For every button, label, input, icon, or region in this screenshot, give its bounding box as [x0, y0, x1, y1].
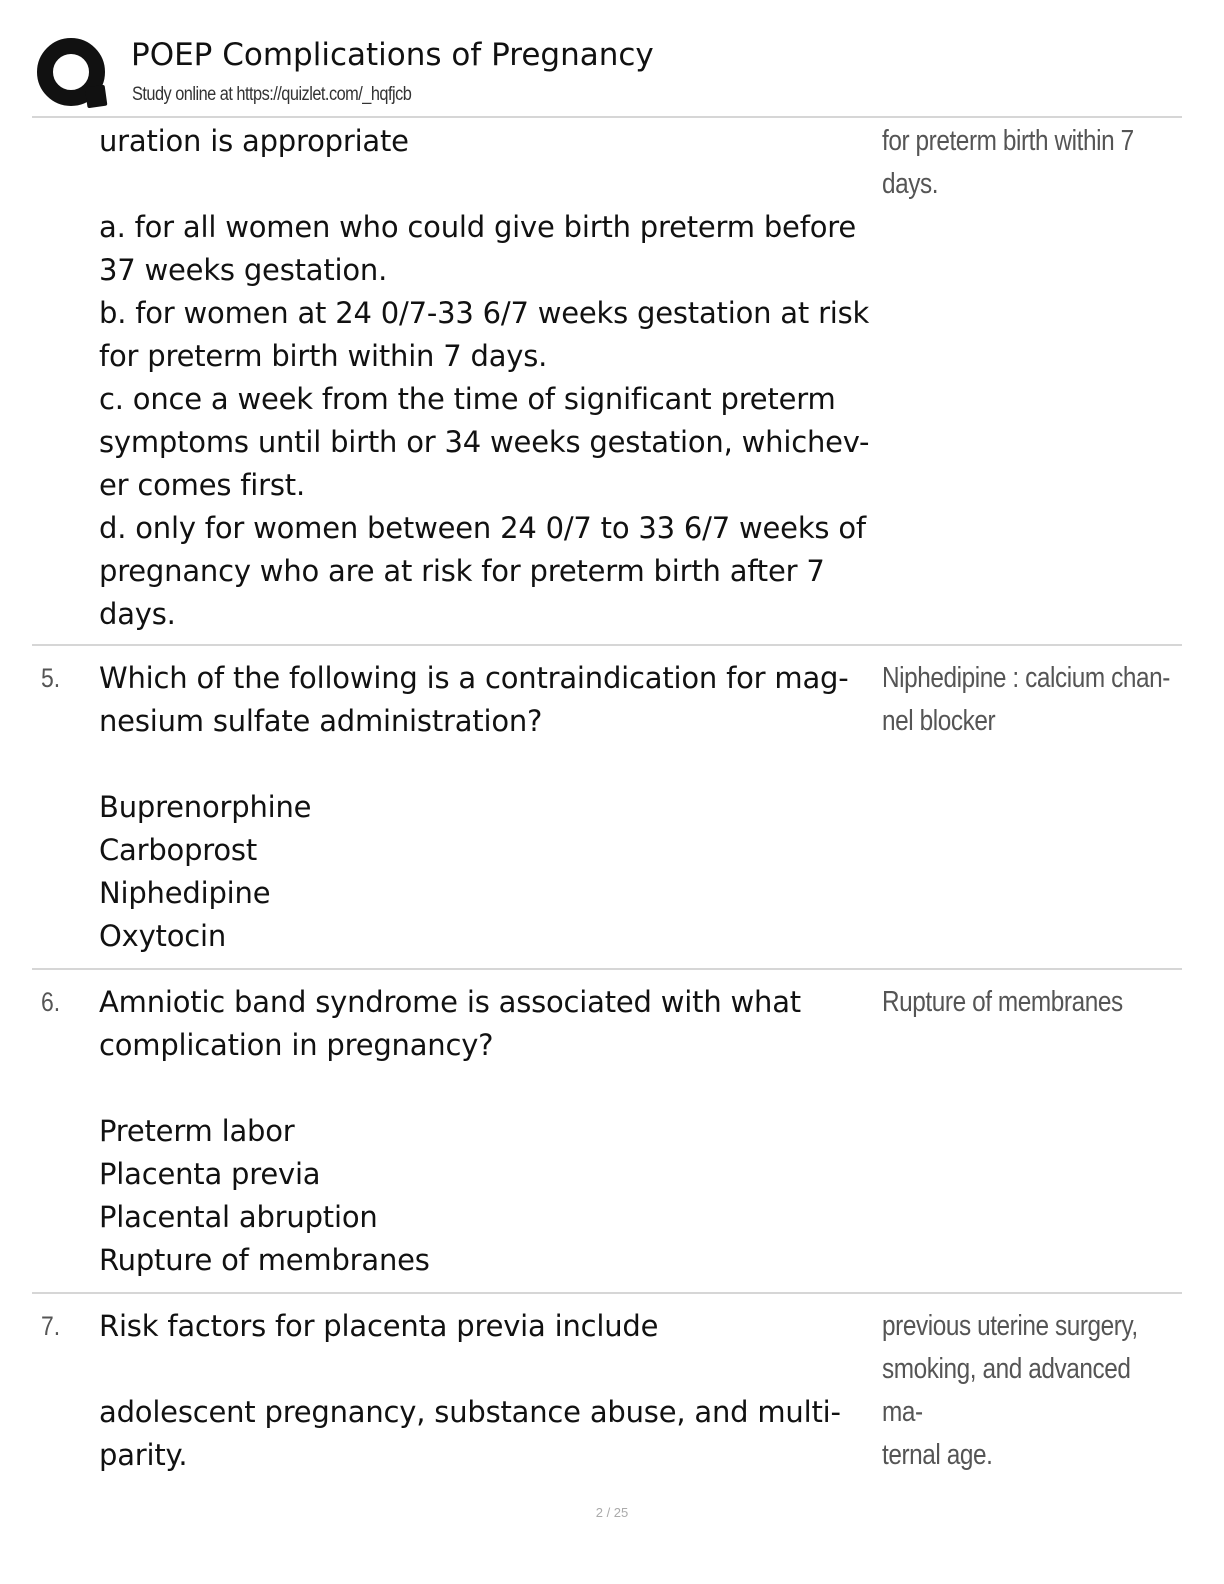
document-title: POEP Complications of Pregnancy — [131, 37, 654, 73]
card-term: uration is appropriate a. for all women who could give birth preterm before 37 weeks gestation. b. for women at 24 0/7-33 6/7 weeks gestation at risk for preterm birth within 7 days. c. once a week from the time of significant preterm symptoms until birth or 34 weeks gestation, whichev- er comes first. d. only for women between 24 0/7 to 33 6/7 weeks of pregnancy who are at risk for preterm birth after 7 days. — [99, 124, 870, 631]
card-definition: Rupture of membranes — [882, 986, 1123, 1018]
card-number: 6. — [41, 987, 61, 1017]
card-number: 5. — [41, 663, 61, 693]
divider — [32, 644, 1182, 646]
divider — [32, 1292, 1182, 1294]
card-definition: previous uterine surgery, smoking, and advanced ma- ternal age. — [882, 1310, 1138, 1471]
card-term: Risk factors for placenta previa include adolescent pregnancy, substance abuse, and multi- parity. — [99, 1309, 841, 1472]
page-number: 2 / 25 — [595, 1505, 629, 1520]
card-definition: Niphedipine : calcium chan- nel blocker — [882, 662, 1170, 737]
card-term: Amniotic band syndrome is associated with what complication in pregnancy? Preterm labor Placenta previa Placental abruption Rupture of membranes — [99, 985, 801, 1277]
document-header — [34, 34, 1184, 116]
card-term: Which of the following is a contraindication for mag- nesium sulfate administration? Buprenorphine Carboprost Niphedipine Oxytocin — [99, 661, 849, 953]
card-number: 7. — [41, 1311, 61, 1341]
quizlet-logo-icon — [34, 34, 112, 112]
divider — [32, 116, 1182, 118]
divider — [32, 968, 1182, 970]
card-definition: for preterm birth within 7 days. — [882, 125, 1134, 200]
study-online-link[interactable]: Study online at https://quizlet.com/_hqfjcb — [132, 84, 412, 105]
